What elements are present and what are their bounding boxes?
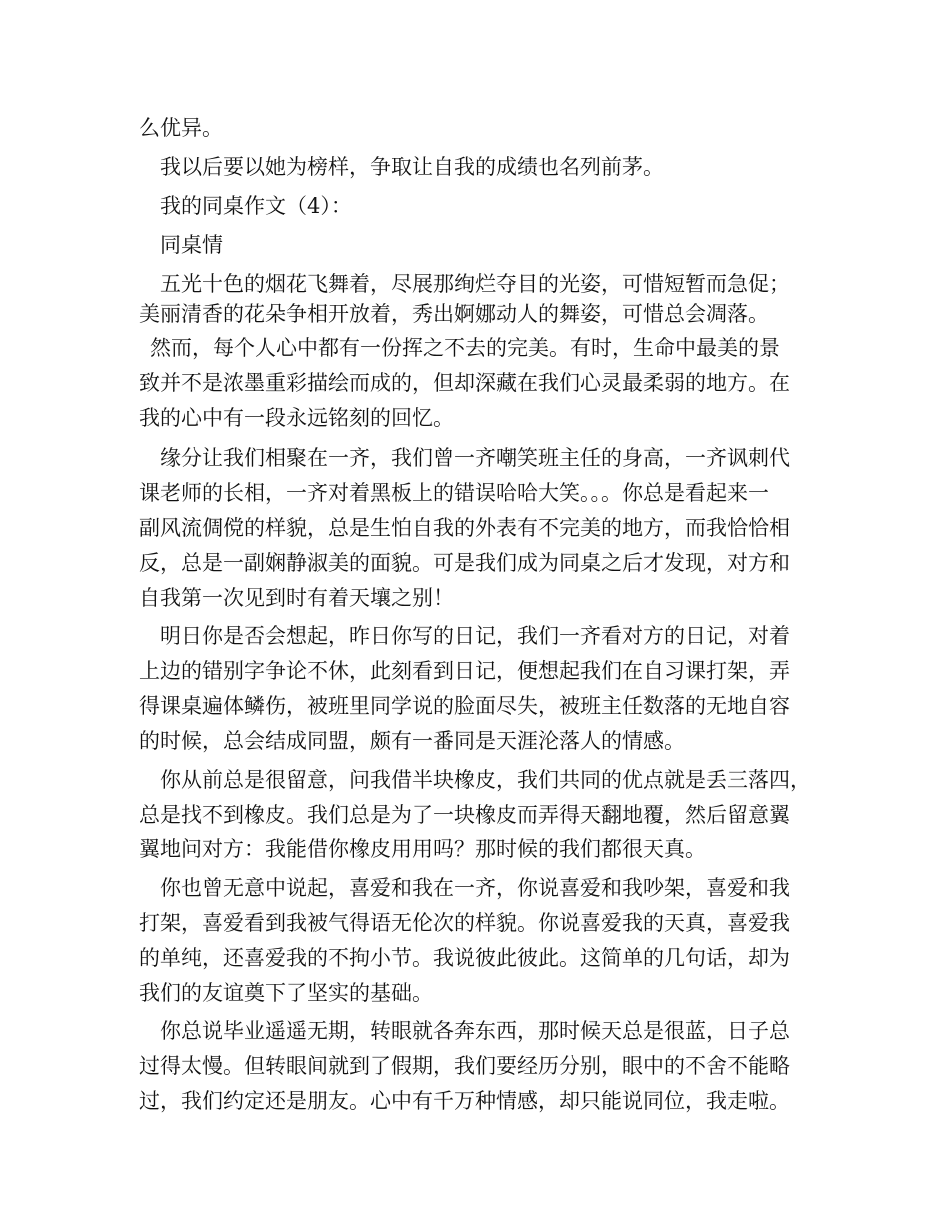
text-line: 明日你是否会想起，昨日你写的日记，我们一齐看对方的日记，对着 [160, 624, 790, 648]
text-line: 美丽清香的花朵争相开放着，秀出婀娜动人的舞姿，可惜总会凋落。 [139, 302, 769, 326]
text-line: 致并不是浓墨重彩描绘而成的，但却深藏在我们心灵最柔弱的地方。在 [139, 371, 790, 395]
text-line: 得课桌遍体鳞伤，被班里同学说的脸面尽失，被班主任数落的无地自容 [139, 694, 790, 718]
text-line: 反，总是一副娴静淑美的面貌。可是我们成为同桌之后才发现，对方和 [139, 551, 790, 575]
text-line: 过，我们约定还是朋友。心中有千万种情感，却只能说同位，我走啦。 [139, 1089, 790, 1113]
text-line: 自我第一次见到时有着天壤之别！ [139, 586, 454, 610]
text-line: 你从前总是很留意，问我借半块橡皮，我们共同的优点就是丢三落四， [160, 768, 811, 792]
text-line: 你也曾无意中说起，喜爱和我在一齐，你说喜爱和我吵架，喜爱和我 [160, 876, 790, 900]
text-line: 我的心中有一段永远铭刻的回忆。 [139, 406, 454, 430]
text-line: 么优异。 [139, 116, 223, 140]
text-line: 课老师的长相，一齐对着黑板上的错误哈哈大笑。。。你总是看起来一 [139, 481, 769, 505]
text-line: 打架，喜爱看到我被气得语无伦次的样貌。你说喜爱我的天真，喜爱我 [139, 911, 790, 935]
text-line: 翼地问对方：我能借你橡皮用用吗？那时候的我们都很天真。 [139, 837, 706, 861]
text-line: 过得太慢。但转眼间就到了假期，我们要经历分别，眼中的不舍不能略 [139, 1054, 790, 1078]
text-line: 上边的错别字争论不休，此刻看到日记，便想起我们在自习课打架，弄 [139, 659, 790, 683]
text-line: 然而，每个人心中都有一份挥之不去的完美。有时，生命中最美的景 [150, 336, 780, 360]
text-line: 总是找不到橡皮。我们总是为了一块橡皮而弄得天翻地覆，然后留意翼 [139, 803, 790, 827]
text-line: 你总说毕业遥遥无期，转眼就各奔东西，那时候天总是很蓝，日子总 [160, 1019, 790, 1043]
text-line: 缘分让我们相聚在一齐，我们曾一齐嘲笑班主任的身高，一齐讽刺代 [160, 446, 790, 470]
text-line: 我以后要以她为榜样，争取让自我的成绩也名列前茅。 [160, 155, 664, 179]
text-line: 我的同桌作文（4）： [160, 194, 352, 218]
text-line: 副风流倜傥的样貌，总是生怕自我的外表有不完美的地方，而我恰恰相 [139, 516, 790, 540]
text-line: 的单纯，还喜爱我的不拘小节。我说彼此彼此。这简单的几句话，却为 [139, 946, 790, 970]
text-line: 我们的友谊奠下了坚实的基础。 [139, 981, 433, 1005]
section-title: 同桌情 [160, 233, 223, 257]
text-line: 的时候，总会结成同盟，颇有一番同是天涯沦落人的情感。 [139, 729, 685, 753]
text-line: 五光十色的烟花飞舞着，尽展那绚烂夺目的光姿，可惜短暂而急促； [160, 272, 790, 296]
